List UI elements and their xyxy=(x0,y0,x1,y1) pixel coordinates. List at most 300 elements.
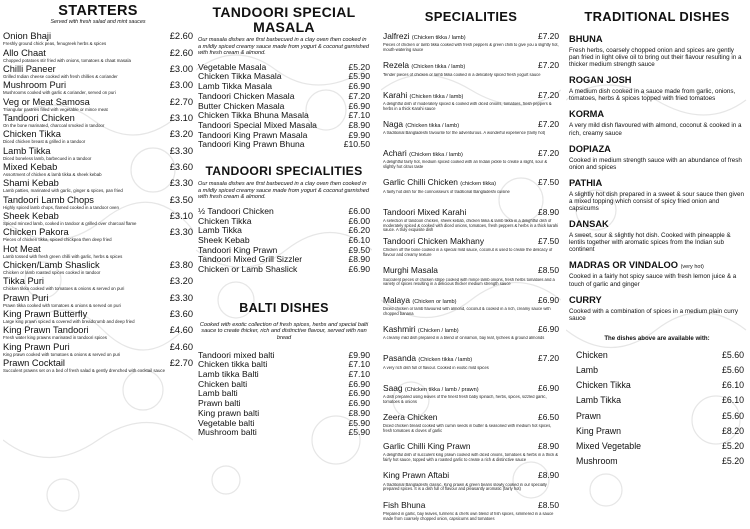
dish-name: Prawn Cocktail xyxy=(3,358,66,369)
dish-name: Zeera Chicken xyxy=(383,412,438,422)
starter-item xyxy=(3,358,193,374)
dish-price: £8.50 xyxy=(538,266,559,276)
starter-row xyxy=(3,309,193,319)
traditional-category xyxy=(569,144,745,171)
dish-description: Chicken off the bone cooked in a special mild sauce, coconut is used to create the delicacy of flavour and creamy texture xyxy=(383,248,553,258)
dish-price: £7.20 xyxy=(538,149,559,159)
menu-item-row xyxy=(576,363,744,378)
category-name xyxy=(569,144,745,157)
starter-row xyxy=(3,162,193,172)
dish-name: Chicken balti xyxy=(198,378,248,389)
dish-price: £8.20 xyxy=(721,425,744,436)
dish-name: Kashmiri xyxy=(383,324,416,334)
dish-description: King prawn cooked with tomatoes & onions & served on puri xyxy=(3,351,121,357)
dish-name-group xyxy=(383,501,425,512)
dish-name: Chicken tikka balti xyxy=(198,359,268,370)
category-heat-note: (very hot) xyxy=(680,264,704,271)
dish-price: £3.30 xyxy=(169,178,193,189)
dish-description: Chicken tikka cooked with tomatoes & onions & served on puri xyxy=(3,286,125,292)
dish-name: Lamb Tikka xyxy=(576,395,621,406)
dish-price: £6.90 xyxy=(538,324,559,334)
dish-name: Prawn balti xyxy=(198,398,241,409)
dish-name: Sheek Kebab xyxy=(198,235,250,245)
starters-column xyxy=(3,0,193,529)
dish-name: Achari xyxy=(383,149,407,159)
speciality-item xyxy=(383,471,559,500)
dish-price: £9.90 xyxy=(348,129,370,140)
category-name xyxy=(569,75,745,88)
category-title: BHUNA xyxy=(569,34,603,44)
dish-price: £3.60 xyxy=(169,309,193,320)
dish-name: King Prawn Butterfly xyxy=(3,309,88,320)
speciality-item xyxy=(383,296,559,325)
dish-description: Succulent pieces of chicken stripe cooked with mince lamb onions, fresh herbs tomatoes and a variety of spices resulting in a delicious thicker medium strength sauce xyxy=(383,277,555,287)
tandoori-specialities-list xyxy=(196,207,372,275)
tandoori-special-title-line2: MASALA xyxy=(253,19,315,35)
dish-name: Sheek Kebab xyxy=(3,210,59,221)
dish-price: £8.90 xyxy=(538,442,559,452)
dish-name: Tandoori King Prawn Masala xyxy=(198,129,308,140)
dish-name-group xyxy=(383,354,472,365)
speciality-item xyxy=(383,178,559,207)
starter-row xyxy=(3,31,193,41)
speciality-row xyxy=(383,178,559,189)
dish-description: A delightful dish of moderately spiced & cooked with diced onions, tomatoes, fresh peppers & herbs in a thick Karahi sauce xyxy=(383,101,552,111)
dish-price: £5.90 xyxy=(348,427,370,438)
speciality-row xyxy=(383,296,559,307)
dish-price: £6.00 xyxy=(348,215,370,226)
dish-name: Chicken Tikka Masala xyxy=(198,71,282,82)
dish-name: Lamb Tikka xyxy=(198,225,242,236)
menu-item-row xyxy=(576,393,744,408)
speciality-item xyxy=(383,384,559,413)
dish-meat-options: (Chicken tikka / lamb) xyxy=(409,152,463,159)
dish-price: £6.10 xyxy=(348,235,370,245)
dish-price: £8.90 xyxy=(348,254,370,265)
category-description: Cooked in medium strength sauce with an abundance of fresh onion and spices xyxy=(569,156,742,171)
dish-name: Lamb xyxy=(576,364,599,375)
starter-item xyxy=(3,146,193,162)
category-title: CURRY xyxy=(569,294,602,305)
category-description: A medium dish cooked in a sauce made from garlic, onions, tomatoes, herbs & spices topped with fried tomatoes xyxy=(569,88,736,103)
dish-price: £3.20 xyxy=(169,129,193,140)
dish-description: Diced chicken or lamb flavoured with almond, coconut & cooked in a rich, creamy sauce with chopped banana xyxy=(383,306,551,316)
dish-description: Diced chicken breast cooked with cumin seeds in butter & seasoned with medium hot spices, fresh tomatoes & cloves of garlic xyxy=(383,424,552,433)
dish-name-group xyxy=(383,32,466,43)
dish-name: Fish Bhuna xyxy=(383,500,426,510)
dish-name-group xyxy=(383,91,463,102)
tandoori-specialities-subtitle: Our masala dishes are first barbecued in a clay oven then cooked in a mildly spiced creamy sauce made from yogurt & coconut garnished with fresh cream & almond. xyxy=(198,181,369,201)
dish-description: Tender pieces of chicken or lamb tikka cooked in a delicately spiced fresh yogurt sauce xyxy=(383,72,541,77)
dish-price: £6.90 xyxy=(348,398,370,409)
dish-price: £8.90 xyxy=(538,471,559,481)
dish-price: £8.90 xyxy=(538,207,559,217)
speciality-row xyxy=(383,501,559,512)
dish-price: £5.60 xyxy=(721,364,744,375)
category-description: Cooked in a fairly hot spicy sauce with fresh lemon juice & a touch of garlic and ginger xyxy=(569,273,737,288)
dish-description: Fresh water king prawns marinated in tandoori spices xyxy=(3,335,107,341)
dish-meat-options: (Chicken / lamb) xyxy=(417,327,459,334)
dish-name: Prawn Puri xyxy=(3,292,49,303)
speciality-item xyxy=(383,501,559,529)
dish-name: Tandoori mixed balti xyxy=(198,349,275,360)
dish-description: Prawn tikka cooked with tomatoes & onions & served on puri xyxy=(3,302,121,308)
dish-description: Succulent prawns set on a bed of fresh salad & gently drenched with cocktail sauce xyxy=(3,368,166,374)
starter-item xyxy=(3,342,193,358)
tandoori-specialities-title: TANDOORI SPECIALITIES xyxy=(205,164,363,179)
category-title: DANSAK xyxy=(569,219,609,230)
dish-price: £7.50 xyxy=(538,178,559,188)
starter-item xyxy=(3,227,193,243)
dish-meat-options: (Chicken tikka / lamb) xyxy=(405,122,460,129)
dish-price: £7.10 xyxy=(348,110,370,121)
dish-description: Chopped potatoes stir fried with onions, tomatoes & chaat masala xyxy=(3,57,131,63)
dish-price: £3.20 xyxy=(169,276,193,287)
traditional-category xyxy=(569,219,745,253)
category-title: ROGAN JOSH xyxy=(569,75,632,86)
starter-row xyxy=(3,227,193,237)
dish-name: Jalfrezi xyxy=(383,32,410,41)
starter-item xyxy=(3,178,193,194)
dish-description: A fairly hot dish for the connoisseurs of traditional Bangladeshi cuisine xyxy=(383,189,510,194)
dish-name: King Prawn Puri xyxy=(3,341,70,352)
dish-meat-options: (Chicken tikka / lamb) xyxy=(411,64,466,71)
dish-name: Garlic Chilli King Prawn xyxy=(383,442,471,452)
starter-item xyxy=(3,211,193,227)
starter-item xyxy=(3,129,193,145)
available-with-heading: The dishes above are available with: xyxy=(604,334,710,342)
dish-name: Chicken or Lamb Shaslick xyxy=(198,264,298,275)
dish-price: £5.90 xyxy=(348,417,370,428)
category-name xyxy=(569,260,745,273)
dish-name: Saag xyxy=(383,383,403,393)
dish-description: Diced boneless lamb, barbecued in a tandoor xyxy=(3,155,92,161)
tandoori-special-subtitle: Our masala dishes are first barbecued in a clay oven then cooked in a mildly spiced creamy sauce made from yogurt & coconut garnished with fresh cream & almond. xyxy=(198,37,369,57)
dish-name: Vegetable balti xyxy=(198,417,255,428)
dish-name: Garlic Chilli Chicken xyxy=(383,178,458,188)
dish-price: £3.60 xyxy=(169,161,193,172)
dish-description: Freshly ground chick peas, fenugreek herbs & spices xyxy=(3,41,107,47)
dish-name: Allo Chaat xyxy=(3,47,46,58)
dish-description: A traditional Bangladeshi classic, King prawn & green beans slowly cooked in our specially prepared spices. It is a dish full of flavour and pleasantly aromatic (fairly hot) xyxy=(383,482,547,492)
dish-price: £3.00 xyxy=(169,80,193,91)
speciality-item xyxy=(383,208,559,237)
dish-price: £2.70 xyxy=(169,96,193,107)
dish-price: £3.10 xyxy=(169,210,193,221)
dish-price: £7.20 xyxy=(538,119,559,129)
dish-price: £8.50 xyxy=(538,500,559,510)
dish-name: Prawn xyxy=(576,410,601,421)
dish-price: £6.90 xyxy=(348,378,370,389)
dish-price: £5.20 xyxy=(721,441,744,451)
starter-row xyxy=(3,276,193,286)
dish-name-group xyxy=(383,120,459,131)
speciality-item xyxy=(383,442,559,471)
dish-name: Tikka Puri xyxy=(3,276,44,287)
starter-item xyxy=(3,276,193,292)
starter-item xyxy=(3,309,193,325)
menu-item-row xyxy=(576,348,744,363)
dish-name: Mushroom xyxy=(576,456,618,467)
dish-name: Tandoori King Prawn Bhuna xyxy=(198,139,305,150)
dish-price: £7.20 xyxy=(538,61,559,71)
dish-name: Lamb Tikka Masala xyxy=(198,81,273,92)
speciality-row xyxy=(383,266,559,277)
dish-description: Highly spiced lamb chops, flamed cooked in a tandoor oven xyxy=(3,204,119,210)
speciality-row xyxy=(383,325,559,336)
starter-item xyxy=(3,31,193,47)
dish-name: Chicken Tikka Bhuna Masala xyxy=(198,110,309,121)
dish-name: Butter Chicken Masala xyxy=(198,100,285,111)
category-name xyxy=(569,109,745,122)
specialities-title: SPECIALITIES xyxy=(424,9,518,24)
dish-price: £9.50 xyxy=(348,244,370,255)
dish-name: Mushroom Puri xyxy=(3,80,67,91)
dish-description: Assortment of chicken & lamb tikka & sheek kebab xyxy=(3,171,102,177)
dish-meat-options: (Chicken or lamb) xyxy=(412,298,457,305)
dish-price: £3.80 xyxy=(169,260,193,271)
category-description: Fresh herbs, coarsely chopped onion and spices are gently pan fried in light olive oil to bring out their flavour resulting in a thicker medium strength sauce xyxy=(569,47,742,69)
dish-price: £6.20 xyxy=(348,225,370,236)
starter-row xyxy=(3,325,193,335)
category-title: MADRAS OR VINDALOO xyxy=(569,260,678,271)
balti-list xyxy=(196,351,372,438)
starter-row xyxy=(3,97,193,107)
dish-name: Chicken Tikka xyxy=(198,215,252,226)
dish-description: On the bone marinated, charcoal smoked in tandoor xyxy=(3,122,105,128)
category-name xyxy=(569,34,745,47)
dish-meat-options: (Chicken tikka / lamb) xyxy=(418,357,473,364)
dish-name: Chicken Tikka xyxy=(576,380,631,391)
traditional-category xyxy=(569,109,745,136)
starter-row xyxy=(3,178,193,188)
traditional-category xyxy=(569,260,745,287)
speciality-row xyxy=(383,149,559,160)
speciality-row xyxy=(383,32,559,43)
dish-description: A dish prepared using leaves of the finest fresh baby spinach, herbs, spices, sizzled garlic, tomatoes & onions xyxy=(383,394,547,404)
dish-name: Tandoori King Prawn xyxy=(198,244,278,255)
traditional-category xyxy=(569,75,745,102)
dish-price: £6.90 xyxy=(348,388,370,399)
dish-meat-options: (chicken tikka) xyxy=(460,181,497,188)
dish-name: Tandoori Lamb Chops xyxy=(3,194,94,205)
specialities-column xyxy=(381,0,561,529)
dish-description: Pieces of chicken tikka, spiced chickpea then deep fried xyxy=(3,237,112,243)
starter-row xyxy=(3,195,193,205)
dish-name: Tandoori Special Mixed Masala xyxy=(198,120,317,130)
dish-description: Chicken or lamb roasted spices cooked in tandoor xyxy=(3,270,101,276)
traditional-category xyxy=(569,295,745,322)
dish-meat-options: (Chicken tikka / lamb) xyxy=(411,35,466,41)
dish-meat-options: (Chicken tikka / lamb / prawn) xyxy=(404,386,479,393)
dish-price: £3.10 xyxy=(169,112,193,123)
dish-name: Pasanda xyxy=(383,354,417,364)
dish-name-group xyxy=(383,442,471,453)
tandoori-special-list xyxy=(196,63,372,150)
dish-name: Hot Meat xyxy=(3,243,41,254)
dish-price: £5.90 xyxy=(348,71,370,82)
dish-name: Mixed Vegetable xyxy=(576,441,642,451)
starter-row xyxy=(3,244,193,254)
dish-price: £3.50 xyxy=(169,194,193,205)
speciality-item xyxy=(383,91,559,120)
starter-row xyxy=(3,113,193,123)
dish-name: Chicken Pakora xyxy=(3,227,69,238)
dish-price: £5.20 xyxy=(721,456,744,467)
dish-name-group xyxy=(383,178,496,189)
starters-list xyxy=(3,31,193,374)
starter-item xyxy=(3,260,193,276)
dish-name: Chicken Tikka xyxy=(3,129,61,140)
dish-description: Lamb patties, marinated with garlic, ginger & spices, pan fried xyxy=(3,188,123,194)
dish-name: Onion Bhaji xyxy=(3,31,52,42)
category-name xyxy=(569,178,745,191)
starter-row xyxy=(3,80,193,90)
dish-price: £5.20 xyxy=(348,61,370,72)
dish-price: £6.90 xyxy=(348,81,370,92)
balti-title: BALTI DISHES xyxy=(239,300,329,315)
dish-price: £2.60 xyxy=(169,47,193,58)
menu-item-row xyxy=(576,424,744,439)
traditional-price-list xyxy=(566,348,748,470)
starter-row xyxy=(3,146,193,156)
dish-price: £7.10 xyxy=(348,369,370,379)
dish-description: A delightful fairly hot, medium spiced cooked with an Indian pickle to create a slight, sour & slightly hot citrus taste xyxy=(383,160,548,170)
menu-item-row xyxy=(576,378,744,393)
dish-price: £6.90 xyxy=(348,264,370,275)
dish-price: £6.50 xyxy=(538,412,559,422)
dish-name-group xyxy=(383,325,459,336)
speciality-row xyxy=(383,91,559,102)
speciality-item xyxy=(383,237,559,266)
category-title: DOPIAZA xyxy=(569,143,611,154)
starter-item xyxy=(3,113,193,129)
starter-row xyxy=(3,64,193,74)
starter-row xyxy=(3,342,193,352)
dish-name: Lamb Tikka xyxy=(3,145,51,156)
dish-description: A traditional Bangladeshi favourite for the adventurous. A wonderful experience (fairly hot) xyxy=(383,131,546,136)
category-description: Cooked with a combination of spices in a medium plain curry sauce xyxy=(569,307,739,322)
dish-meat-options: (Chicken tikka / lamb) xyxy=(409,93,464,100)
dish-price: £3.30 xyxy=(169,227,193,238)
dish-name: Karahi xyxy=(383,90,408,100)
dish-name: Lamb balti xyxy=(198,388,238,399)
dish-name-group xyxy=(383,208,466,219)
speciality-row xyxy=(383,208,559,219)
dish-name: ½ Tandoori Chicken xyxy=(198,205,274,216)
speciality-row xyxy=(383,471,559,482)
dish-price: £2.70 xyxy=(169,358,193,369)
dish-name-group xyxy=(383,149,463,160)
starter-row xyxy=(3,358,193,368)
dish-price: £2.60 xyxy=(169,31,193,42)
speciality-row xyxy=(383,384,559,395)
dish-name: Mixed Kebab xyxy=(3,161,58,172)
menu-item-row xyxy=(576,439,744,454)
menu-item-row xyxy=(576,454,744,469)
dish-price: £4.60 xyxy=(169,341,193,352)
category-title: KORMA xyxy=(569,109,605,120)
dish-name: Veg or Meat Samosa xyxy=(3,96,90,107)
dish-name: Chilli Paneer xyxy=(3,63,56,74)
dish-name-group xyxy=(383,61,465,72)
traditional-category xyxy=(569,34,745,68)
starter-item xyxy=(3,195,193,211)
speciality-row xyxy=(383,413,559,424)
dish-price: £6.00 xyxy=(348,205,370,216)
dish-price: £8.90 xyxy=(348,120,370,130)
dish-name: Tandoori Mixed Karahi xyxy=(383,207,467,217)
tandoori-column xyxy=(196,0,372,529)
dish-price: £3.00 xyxy=(169,63,193,74)
dish-name-group xyxy=(383,266,438,277)
category-name xyxy=(569,219,745,232)
dish-name: King Prawn Aftabi xyxy=(383,471,450,481)
dish-price: £5.60 xyxy=(721,410,744,421)
starter-row xyxy=(3,129,193,139)
dish-name-group xyxy=(383,237,484,248)
starter-item xyxy=(3,162,193,178)
dish-name: Tandoori Chicken xyxy=(3,112,75,123)
dish-description: Diced chicken breast & grilled in a tandoor xyxy=(3,139,86,145)
starter-item xyxy=(3,48,193,64)
dish-name-group xyxy=(383,384,479,395)
traditional-categories xyxy=(566,34,748,322)
dish-description: Large king prawn spiced & covered with breadcrumb and deep fried xyxy=(3,319,135,325)
speciality-item xyxy=(383,325,559,354)
dish-price: £8.90 xyxy=(348,407,370,418)
starter-item xyxy=(3,80,193,96)
starter-item xyxy=(3,97,193,113)
speciality-item xyxy=(383,61,559,90)
menu-item-row xyxy=(198,428,370,438)
dish-name-group xyxy=(383,413,437,424)
category-description: A very mild dish flavoured with almond, coconut & cooked in a rich, creamy sauce xyxy=(569,122,742,137)
speciality-row xyxy=(383,120,559,131)
dish-price: £7.20 xyxy=(538,354,559,364)
dish-name: King prawn balti xyxy=(198,407,260,418)
speciality-row xyxy=(383,237,559,248)
speciality-item xyxy=(383,32,559,61)
dish-price: £4.60 xyxy=(169,325,193,336)
dish-name: Malaya xyxy=(383,295,410,305)
menu-item-row xyxy=(576,409,744,424)
traditional-title: TRADITIONAL DISHES xyxy=(584,9,730,24)
dish-description: A very rich dish full of flavour. Cooked in exotic mild spices xyxy=(383,365,489,370)
dish-description: A selection of tandoori chicken, sheek kebab, chicken tikka & lamb tikka in a delightful dish of moderately spiced & cooked with diced onions, tomatoes, fresh peppers & herbs in a thick karahi sauce. A truly exquisite dish xyxy=(383,219,559,233)
dish-name: Rezela xyxy=(383,61,410,71)
dish-description: Grilled Indian cheese cooked with fresh chillies & coriander xyxy=(3,73,118,79)
dish-name: Shami Kebab xyxy=(3,178,59,189)
dish-price: £7.20 xyxy=(538,32,559,41)
dish-description: Pieces of chicken or lamb tikka cooked with fresh peppers & green chilli to give you a slightly hot, mouth-watering sauce xyxy=(383,43,559,52)
dish-name: Tandoori Mixed Grill Sizzler xyxy=(198,254,303,265)
dish-price: £3.30 xyxy=(169,145,193,156)
speciality-item xyxy=(383,413,559,442)
dish-description: A creamy mild dish prepared in a blend of cinnamon, bay leaf, lychees & ground almonds xyxy=(383,336,545,341)
category-name xyxy=(569,295,745,308)
dish-description: Mushrooms cooked with garlic & coriander, served on puri xyxy=(3,90,116,96)
dish-description: A delightful dish of succulent king prawn cooked with diced onions, tomatoes & herbs in a thick & fairly hot sauce, topped with a roasted garlic to create a rich & distinctive sauce xyxy=(383,453,558,463)
starters-title: STARTERS xyxy=(58,3,138,19)
traditional-category xyxy=(569,178,745,212)
traditional-column xyxy=(566,0,748,529)
speciality-row xyxy=(383,442,559,453)
category-title: PATHIA xyxy=(569,177,603,188)
dish-name: Chicken xyxy=(576,349,608,360)
category-description: A sweet, sour & slightly hot dish. Cooked with pineapple & lentils together with aromatic spices from the Indian sub continent xyxy=(569,232,731,254)
dish-price: £9.90 xyxy=(348,349,370,360)
